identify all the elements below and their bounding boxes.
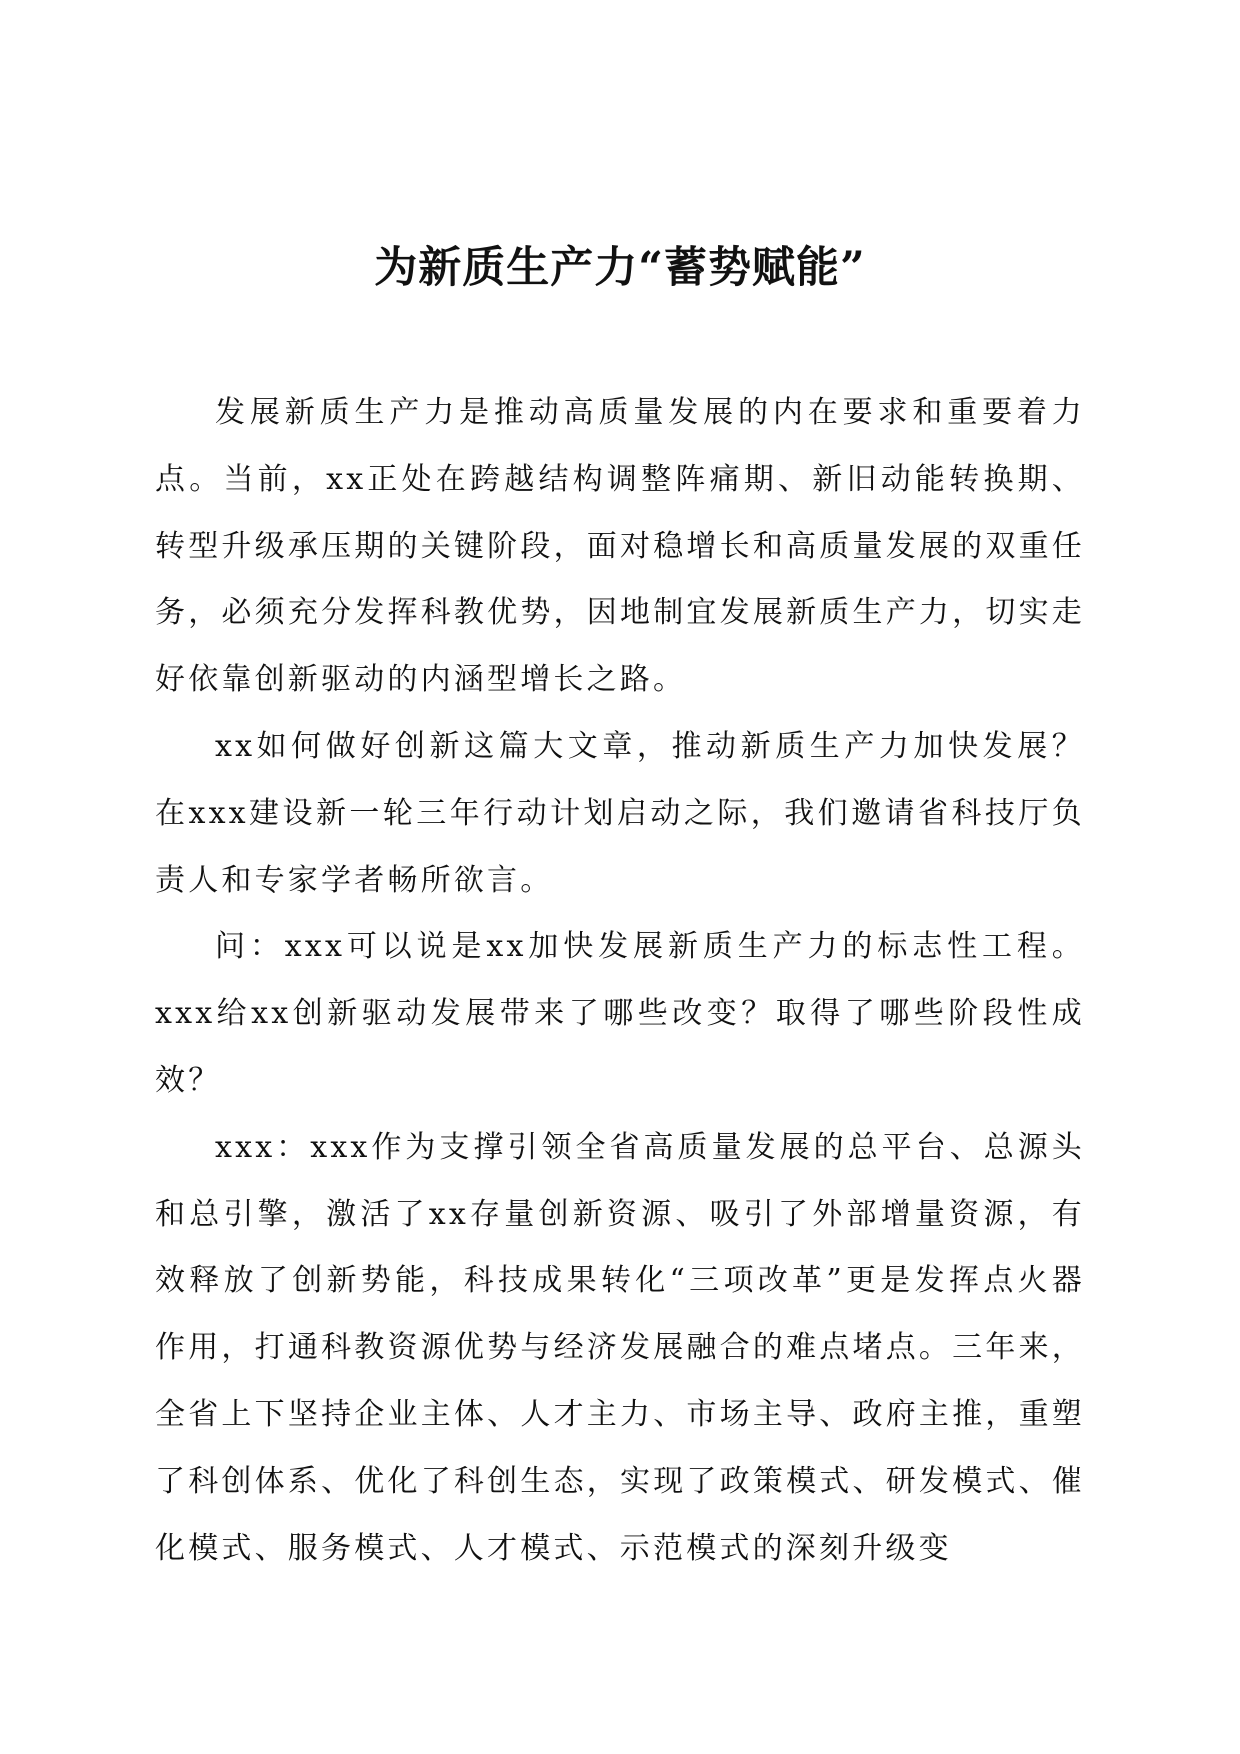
paragraph-answer: xxx：xxx作为支撑引领全省高质量发展的总平台、总源头和总引擎，激活了xx存量创新资源、吸引了外部增量资源，有效释放了创新势能，科技成果转化“三项改革”更是发挥点火器作用，打通科教资源优势与经济发展融合的难点堵点。三年来，全省上下坚持企业主体、人才主力、市场主导、政府主推，重塑了科创体系、优化了科创生态，实现了政策模式、研发模式、催化模式、服务模式、人才模式、示范模式的深刻升级变	[155, 1129, 1085, 1566]
paragraph-question: 问：xxx可以说是xx加快发展新质生产力的标志性工程。xxx给xx创新驱动发展带来了哪些改变？取得了哪些阶段性成效？	[155, 929, 1085, 1098]
paragraph-intro: 发展新质生产力是推动高质量发展的内在要求和重要着力点。当前，xx正处在跨越结构调整阵痛期、新旧动能转换期、转型升级承压期的关键阶段，面对稳增长和高质量发展的双重任务，必须充分发挥科教优势，因地制宜发展新质生产力，切实走好依靠创新驱动的内涵型增长之路。	[155, 395, 1085, 698]
paragraph-question-lead: xx如何做好创新这篇大文章，推动新质生产力加快发展？在xxx建设新一轮三年行动计划启动之际，我们邀请省科技厅负责人和专家学者畅所欲言。	[155, 728, 1085, 898]
document-title: 为新质生产力“蓄势赋能”	[374, 243, 866, 293]
document-body	[155, 380, 1085, 1582]
